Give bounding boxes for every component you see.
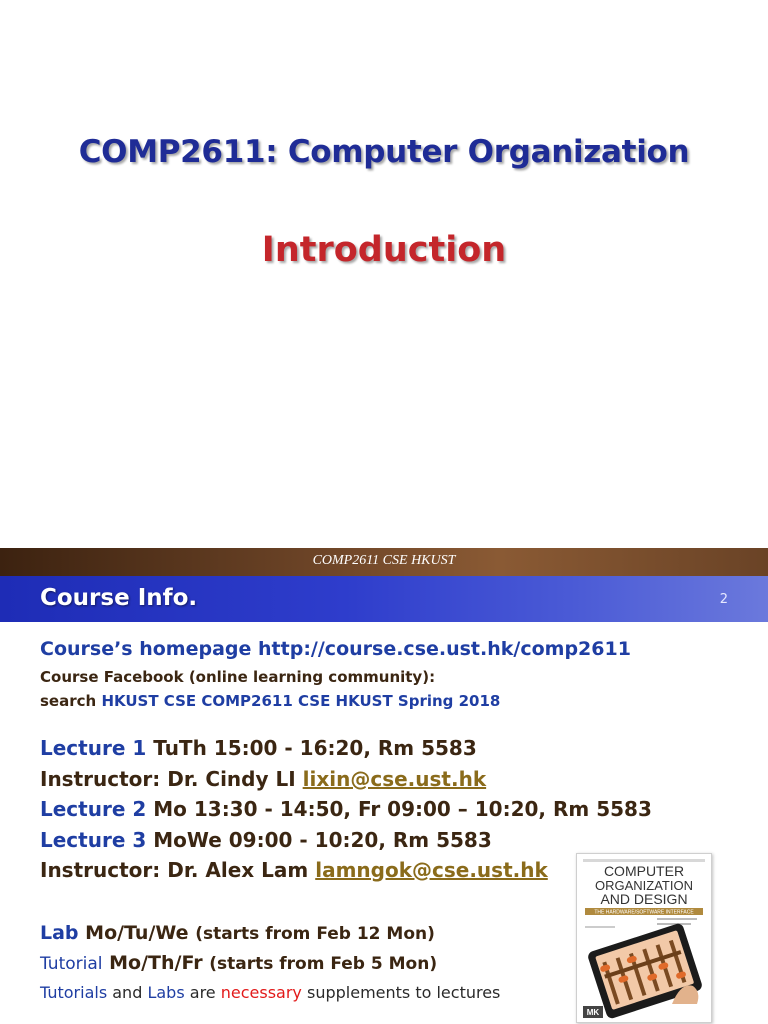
lecture-1-label: Lecture 1 — [40, 736, 147, 760]
supplement-w1: Tutorials — [40, 983, 108, 1002]
lecture-3-label: Lecture 3 — [40, 828, 147, 852]
homepage-link[interactable]: http://course.cse.ust.hk/comp2611 — [258, 638, 631, 660]
supplement-line — [40, 983, 500, 1002]
supplement-w5: necessary — [220, 983, 302, 1002]
page-number: 2 — [719, 592, 728, 607]
lecture-1 — [40, 736, 477, 760]
supplement-w6: supplements to lectures — [306, 983, 501, 1002]
lecture-1-schedule: TuTh 15:00 - 16:20, Rm 5583 — [153, 736, 477, 760]
book-title-3: AND DESIGN — [600, 891, 688, 907]
lecture-2-label: Lecture 2 — [40, 797, 147, 821]
lab-label: Lab — [40, 922, 79, 944]
lecture-3-schedule: MoWe 09:00 - 10:20, Rm 5583 — [153, 828, 492, 852]
supplement-w2: and — [112, 983, 143, 1002]
facebook-line — [40, 668, 435, 686]
course-title: COMP2611: Computer Organization — [78, 134, 690, 170]
lab-note: (starts from Feb 12 Mon) — [195, 924, 435, 944]
instructor-2 — [40, 858, 548, 882]
facebook-text: Course Facebook (online learning community): — [40, 668, 436, 686]
tutorial-label: Tutorial — [40, 954, 103, 974]
book-title-2: ORGANIZATION — [595, 878, 693, 893]
lecture-2-schedule: Mo 13:30 - 14:50, Fr 09:00 – 10:20, Rm 5583 — [153, 797, 652, 821]
tutorial-days: Mo/Th/Fr — [109, 952, 203, 974]
book-subtitle: THE HARDWARE/SOFTWARE INTERFACE — [594, 909, 694, 916]
tutorial-line — [40, 952, 437, 974]
supplement-w4: are — [189, 983, 216, 1002]
slide-footer — [0, 548, 768, 576]
homepage-line — [40, 638, 631, 660]
instructor-1-email-link[interactable]: lixin@cse.ust.hk — [302, 767, 487, 791]
instructor-2-name: Instructor: Dr. Alex Lam — [40, 858, 309, 882]
search-prefix: search — [40, 692, 97, 710]
search-term: HKUST CSE COMP2611 CSE HKUST Spring 2018 — [101, 692, 501, 710]
lab-days: Mo/Tu/We — [85, 922, 189, 944]
instructor-2-email-link[interactable]: lamngok@cse.ust.hk — [315, 858, 548, 882]
lecture-2 — [40, 797, 652, 821]
tutorial-note: (starts from Feb 5 Mon) — [209, 954, 438, 974]
lab-line — [40, 922, 435, 944]
instructor-1 — [40, 767, 486, 791]
slide-header — [0, 576, 768, 622]
homepage-label: Course’s homepage — [40, 638, 252, 660]
footer-text: COMP2611 CSE HKUST — [312, 553, 456, 568]
textbook-cover — [576, 853, 712, 1023]
instructor-1-name: Instructor: Dr. Cindy LI — [40, 767, 296, 791]
supplement-w3: Labs — [147, 983, 185, 1002]
slide-title: Course Info. — [40, 585, 198, 611]
textbook-cover-art — [577, 854, 711, 1022]
book-title-1: COMPUTER — [603, 863, 685, 879]
facebook-search-line — [40, 692, 500, 710]
slide-subtitle: Introduction — [261, 230, 507, 270]
publisher-logo: MK — [586, 1008, 600, 1017]
lecture-3 — [40, 828, 492, 852]
